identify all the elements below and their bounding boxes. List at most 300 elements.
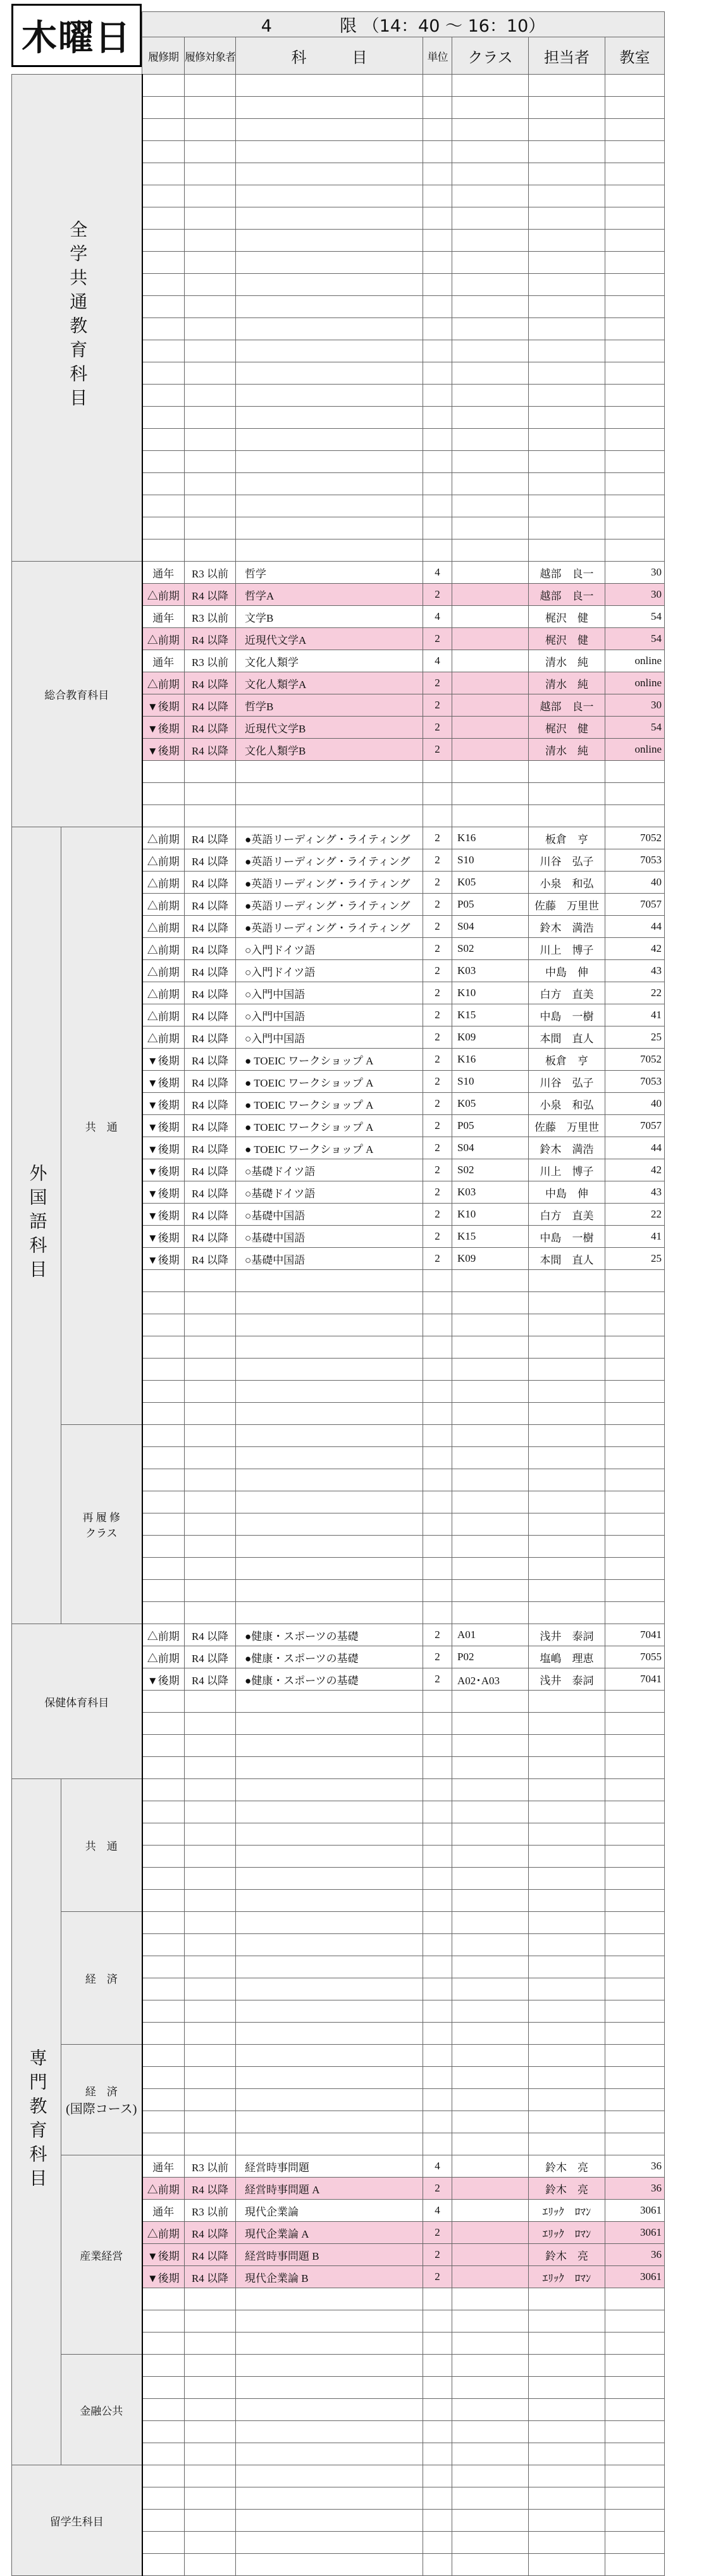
table-row [12, 827, 665, 849]
cell-room [605, 207, 665, 230]
cell-teacher: 板倉 亨 [529, 827, 605, 849]
cell-cls: K03 [452, 960, 529, 982]
table-row [12, 562, 665, 584]
cell-teacher: 本間 直人 [529, 1026, 605, 1049]
cell-unit [423, 119, 452, 141]
cell-teacher [529, 2288, 605, 2310]
cell-cls: P05 [452, 1115, 529, 1137]
cell-cls [452, 141, 529, 163]
cell-subject [236, 1846, 423, 1868]
cell-subject [236, 2421, 423, 2443]
cell-cls [452, 385, 529, 407]
cell-subject [236, 2133, 423, 2155]
cell-term: ▼後期 [142, 1093, 185, 1115]
cell-subject: 哲学A [236, 584, 423, 606]
cell-subject [236, 75, 423, 97]
cell-subject: ○入門ドイツ語 [236, 960, 423, 982]
cell-term [142, 761, 185, 783]
cell-teacher [529, 252, 605, 274]
cell-target [185, 1292, 236, 1314]
cell-cls: K15 [452, 1226, 529, 1248]
cell-term [142, 2510, 185, 2532]
cell-cls [452, 2510, 529, 2532]
cell-room: 7041 [605, 1624, 665, 1646]
cell-subject: 近現代文学A [236, 628, 423, 650]
cell-subject [236, 2310, 423, 2333]
cell-subject: ●健康・スポーツの基礎 [236, 1624, 423, 1646]
cell-unit [423, 1491, 452, 1513]
cell-cls [452, 783, 529, 805]
cell-room [605, 517, 665, 539]
cell-teacher: 板倉 亨 [529, 1049, 605, 1071]
cell-teacher [529, 2089, 605, 2111]
cell-room [605, 1381, 665, 1403]
cell-room [605, 1912, 665, 1934]
cell-term: 通年 [142, 606, 185, 628]
cell-room [605, 1314, 665, 1336]
cell-target [185, 2421, 236, 2443]
cell-target [185, 1713, 236, 1735]
cell-term: △前期 [142, 916, 185, 938]
cell-subject [236, 340, 423, 362]
cell-term [142, 1846, 185, 1868]
cell-target [185, 340, 236, 362]
table-row [12, 1779, 665, 1801]
cell-term: ▼後期 [142, 717, 185, 739]
cell-target [185, 1779, 236, 1801]
cell-cls [452, 1336, 529, 1359]
section-hoken-label: 保健体育科目 [44, 1696, 109, 1709]
cell-cls: S10 [452, 1071, 529, 1093]
cell-subject: ○基礎ドイツ語 [236, 1181, 423, 1204]
section-sougou [12, 562, 142, 827]
cell-target [185, 1602, 236, 1624]
section-gaikoku [12, 827, 61, 1624]
cell-room: 22 [605, 1204, 665, 1226]
cell-target: R3 以前 [185, 2200, 236, 2222]
cell-target: R3 以前 [185, 650, 236, 672]
cell-teacher: 浅井 泰詞 [529, 1624, 605, 1646]
cell-cls [452, 2487, 529, 2510]
cell-term: ▼後期 [142, 1137, 185, 1159]
cell-subject [236, 1735, 423, 1757]
cell-target: R3 以前 [185, 606, 236, 628]
cell-target [185, 362, 236, 385]
cell-unit [423, 1823, 452, 1846]
cell-term: △前期 [142, 1026, 185, 1049]
cell-teacher: 川上 博子 [529, 938, 605, 960]
section-zengaku-label: 全学共通教育科目 [67, 220, 87, 412]
cell-room [605, 2067, 665, 2089]
cell-term: ▼後期 [142, 1248, 185, 1270]
cell-subject: 現代企業論 B [236, 2266, 423, 2288]
cell-unit [423, 1292, 452, 1314]
cell-cls [452, 562, 529, 584]
cell-room [605, 1978, 665, 2000]
cell-unit [423, 2023, 452, 2045]
cell-cls [452, 2532, 529, 2554]
cell-unit [423, 163, 452, 185]
cell-subject [236, 2067, 423, 2089]
cell-cls [452, 761, 529, 783]
cell-term [142, 318, 185, 340]
cell-subject [236, 495, 423, 517]
cell-cls: P05 [452, 894, 529, 916]
cell-teacher [529, 805, 605, 827]
cell-term [142, 2288, 185, 2310]
subsection-kinyu [61, 2355, 142, 2465]
cell-target: R4 以降 [185, 739, 236, 761]
cell-target [185, 2443, 236, 2465]
cell-teacher [529, 1425, 605, 1447]
cell-target: R4 以降 [185, 2222, 236, 2244]
cell-target [185, 1513, 236, 1536]
cell-unit [423, 1425, 452, 1447]
cell-subject [236, 429, 423, 451]
cell-subject [236, 1447, 423, 1469]
cell-teacher [529, 2399, 605, 2421]
cell-room: 44 [605, 916, 665, 938]
cell-teacher [529, 2532, 605, 2554]
subsection-keizai-kokusai-label: 経 済 [85, 2086, 118, 2098]
cell-cls [452, 2266, 529, 2288]
cell-target: R4 以降 [185, 1248, 236, 1270]
cell-unit: 2 [423, 1049, 452, 1071]
cell-unit: 2 [423, 1137, 452, 1159]
cell-target [185, 473, 236, 495]
cell-unit: 2 [423, 584, 452, 606]
cell-cls [452, 97, 529, 119]
col-room: 教室 [605, 37, 665, 75]
cell-room: 42 [605, 938, 665, 960]
cell-cls: K10 [452, 1204, 529, 1226]
cell-room [605, 1801, 665, 1823]
cell-unit [423, 1336, 452, 1359]
cell-room [605, 805, 665, 827]
cell-unit: 2 [423, 1093, 452, 1115]
cell-subject: ○入門中国語 [236, 1026, 423, 1049]
cell-subject [236, 1381, 423, 1403]
cell-unit [423, 1779, 452, 1801]
cell-cls [452, 1469, 529, 1491]
cell-unit [423, 1469, 452, 1491]
cell-subject [236, 1757, 423, 1779]
cell-room: 7057 [605, 894, 665, 916]
cell-cls [452, 1602, 529, 1624]
cell-subject [236, 2111, 423, 2133]
cell-unit [423, 2554, 452, 2576]
cell-term: ▼後期 [142, 1115, 185, 1137]
cell-unit [423, 1956, 452, 1978]
cell-room [605, 1713, 665, 1735]
cell-term [142, 1314, 185, 1336]
cell-term [142, 1868, 185, 1890]
cell-room [605, 1890, 665, 1912]
table-row [12, 1624, 665, 1646]
table-row [12, 1425, 665, 1447]
cell-target: R4 以降 [185, 1159, 236, 1181]
cell-term [142, 805, 185, 827]
cell-term [142, 2487, 185, 2510]
cell-teacher: 浅井 泰詞 [529, 1668, 605, 1691]
subsection-keizai-kokusai [61, 2045, 142, 2155]
cell-teacher: 梶沢 健 [529, 717, 605, 739]
cell-teacher [529, 1801, 605, 1823]
cell-subject [236, 1779, 423, 1801]
cell-subject [236, 1403, 423, 1425]
cell-unit: 2 [423, 1226, 452, 1248]
cell-teacher [529, 451, 605, 473]
cell-term: ▼後期 [142, 1204, 185, 1226]
col-teacher: 担当者 [529, 37, 605, 75]
cell-unit [423, 473, 452, 495]
cell-subject: ○基礎中国語 [236, 1226, 423, 1248]
subsection-keizai [61, 1912, 142, 2045]
cell-unit [423, 75, 452, 97]
cell-term [142, 1447, 185, 1469]
cell-subject: ●英語リーディング・ライティング [236, 849, 423, 872]
cell-subject [236, 2554, 423, 2576]
col-unit: 単位 [423, 37, 452, 75]
cell-unit [423, 385, 452, 407]
cell-target [185, 163, 236, 185]
cell-room [605, 2510, 665, 2532]
cell-teacher: 清水 純 [529, 739, 605, 761]
cell-teacher [529, 2443, 605, 2465]
cell-term: △前期 [142, 584, 185, 606]
cell-cls [452, 2421, 529, 2443]
cell-unit: 4 [423, 2200, 452, 2222]
cell-subject: 文化人類学B [236, 739, 423, 761]
cell-target: R4 以降 [185, 960, 236, 982]
table-row [12, 1912, 665, 1934]
cell-cls [452, 2023, 529, 2045]
cell-subject [236, 1801, 423, 1823]
cell-unit [423, 783, 452, 805]
cell-teacher [529, 1691, 605, 1713]
cell-unit [423, 362, 452, 385]
cell-term [142, 2443, 185, 2465]
cell-teacher: 清水 純 [529, 672, 605, 694]
cell-subject [236, 2399, 423, 2421]
cell-cls [452, 1956, 529, 1978]
cell-target [185, 1314, 236, 1336]
cell-room: 43 [605, 960, 665, 982]
cell-term [142, 1735, 185, 1757]
cell-cls [452, 1558, 529, 1580]
cell-term [142, 296, 185, 318]
cell-cls [452, 1757, 529, 1779]
cell-subject [236, 783, 423, 805]
cell-target: R4 以降 [185, 717, 236, 739]
section-gaikoku-label: 外国語科目 [27, 1164, 47, 1284]
cell-term: △前期 [142, 672, 185, 694]
cell-target: R4 以降 [185, 916, 236, 938]
cell-term: ▼後期 [142, 1181, 185, 1204]
cell-target [185, 2089, 236, 2111]
cell-teacher [529, 185, 605, 207]
cell-term [142, 2067, 185, 2089]
cell-unit: 2 [423, 2244, 452, 2266]
cell-unit [423, 1381, 452, 1403]
cell-room [605, 451, 665, 473]
cell-cls [452, 473, 529, 495]
cell-term: △前期 [142, 938, 185, 960]
cell-room [605, 1336, 665, 1359]
cell-unit: 2 [423, 2266, 452, 2288]
cell-cls [452, 1912, 529, 1934]
cell-room: 7052 [605, 827, 665, 849]
cell-term [142, 2554, 185, 2576]
cell-term: △前期 [142, 849, 185, 872]
cell-term [142, 1890, 185, 1912]
cell-room: 25 [605, 1248, 665, 1270]
subsection-ririshu [61, 1425, 142, 1624]
cell-cls [452, 318, 529, 340]
cell-target [185, 1270, 236, 1292]
cell-subject [236, 1868, 423, 1890]
cell-cls [452, 1713, 529, 1735]
cell-teacher: 佐藤 万里世 [529, 1115, 605, 1137]
cell-unit: 2 [423, 960, 452, 982]
cell-teacher [529, 1536, 605, 1558]
cell-subject [236, 163, 423, 185]
cell-target [185, 385, 236, 407]
cell-cls [452, 2045, 529, 2067]
cell-cls [452, 2333, 529, 2355]
cell-target [185, 1801, 236, 1823]
cell-target [185, 1934, 236, 1956]
cell-target: R4 以降 [185, 1137, 236, 1159]
section-ryugakusei [12, 2465, 142, 2576]
cell-target [185, 252, 236, 274]
cell-teacher [529, 1846, 605, 1868]
cell-term [142, 2399, 185, 2421]
cell-subject: ●英語リーディング・ライティング [236, 894, 423, 916]
cell-teacher [529, 2487, 605, 2510]
cell-term: ▼後期 [142, 2244, 185, 2266]
cell-room [605, 119, 665, 141]
cell-teacher [529, 1978, 605, 2000]
cell-target [185, 75, 236, 97]
subsection-sangyo [61, 2155, 142, 2355]
cell-subject [236, 296, 423, 318]
cell-unit: 2 [423, 872, 452, 894]
cell-room [605, 1403, 665, 1425]
cell-target [185, 517, 236, 539]
table-row [12, 2045, 665, 2067]
cell-subject: 現代企業論 [236, 2200, 423, 2222]
cell-unit [423, 1314, 452, 1336]
cell-room: 42 [605, 1159, 665, 1181]
cell-target: R4 以降 [185, 982, 236, 1004]
cell-room [605, 1823, 665, 1846]
cell-room: 3061 [605, 2266, 665, 2288]
section-senmon [12, 1779, 61, 2465]
cell-cls [452, 1934, 529, 1956]
cell-target [185, 2554, 236, 2576]
cell-subject [236, 2443, 423, 2465]
cell-cls: S02 [452, 1159, 529, 1181]
cell-cls [452, 296, 529, 318]
cell-teacher [529, 119, 605, 141]
cell-room [605, 761, 665, 783]
cell-term [142, 1956, 185, 1978]
cell-cls [452, 1292, 529, 1314]
cell-subject [236, 2377, 423, 2399]
cell-cls: K05 [452, 1093, 529, 1115]
cell-term [142, 1912, 185, 1934]
cell-teacher [529, 1735, 605, 1757]
cell-unit [423, 1602, 452, 1624]
cell-subject [236, 2465, 423, 2487]
cell-unit [423, 2510, 452, 2532]
cell-cls [452, 1580, 529, 1602]
cell-cls [452, 1491, 529, 1513]
cell-teacher: 中島 一樹 [529, 1226, 605, 1248]
cell-room [605, 1956, 665, 1978]
cell-cls [452, 230, 529, 252]
cell-target [185, 2310, 236, 2333]
cell-target [185, 2399, 236, 2421]
cell-cls [452, 694, 529, 717]
cell-cls [452, 340, 529, 362]
cell-unit [423, 761, 452, 783]
cell-teacher [529, 1403, 605, 1425]
cell-teacher [529, 1757, 605, 1779]
cell-term [142, 1513, 185, 1536]
cell-teacher: 梶沢 健 [529, 628, 605, 650]
cell-unit [423, 429, 452, 451]
cell-subject: ● TOEIC ワークショップ A [236, 1049, 423, 1071]
cell-subject [236, 385, 423, 407]
cell-unit [423, 318, 452, 340]
cell-subject [236, 1713, 423, 1735]
cell-term [142, 1934, 185, 1956]
cell-room [605, 75, 665, 97]
cell-teacher: 清水 純 [529, 650, 605, 672]
cell-subject [236, 1912, 423, 1934]
cell-teacher [529, 1558, 605, 1580]
cell-cls [452, 2089, 529, 2111]
cell-room: 54 [605, 717, 665, 739]
cell-term [142, 1558, 185, 1580]
cell-unit: 4 [423, 606, 452, 628]
cell-term [142, 1713, 185, 1735]
table-row [12, 75, 665, 97]
cell-room [605, 539, 665, 562]
cell-term [142, 1691, 185, 1713]
cell-term [142, 2111, 185, 2133]
cell-target: R4 以降 [185, 1004, 236, 1026]
cell-term [142, 2465, 185, 2487]
cell-term: 通年 [142, 2200, 185, 2222]
cell-room: 54 [605, 628, 665, 650]
cell-teacher: 川谷 弘子 [529, 849, 605, 872]
cell-teacher [529, 1912, 605, 1934]
cell-teacher: 鈴木 満浩 [529, 1137, 605, 1159]
cell-unit [423, 407, 452, 429]
cell-subject [236, 185, 423, 207]
cell-term [142, 97, 185, 119]
cell-subject: 文化人類学 [236, 650, 423, 672]
cell-teacher: 鈴木 亮 [529, 2178, 605, 2200]
cell-subject [236, 805, 423, 827]
cell-room [605, 1846, 665, 1868]
cell-room [605, 2399, 665, 2421]
cell-room: online [605, 650, 665, 672]
cell-target: R4 以降 [185, 584, 236, 606]
